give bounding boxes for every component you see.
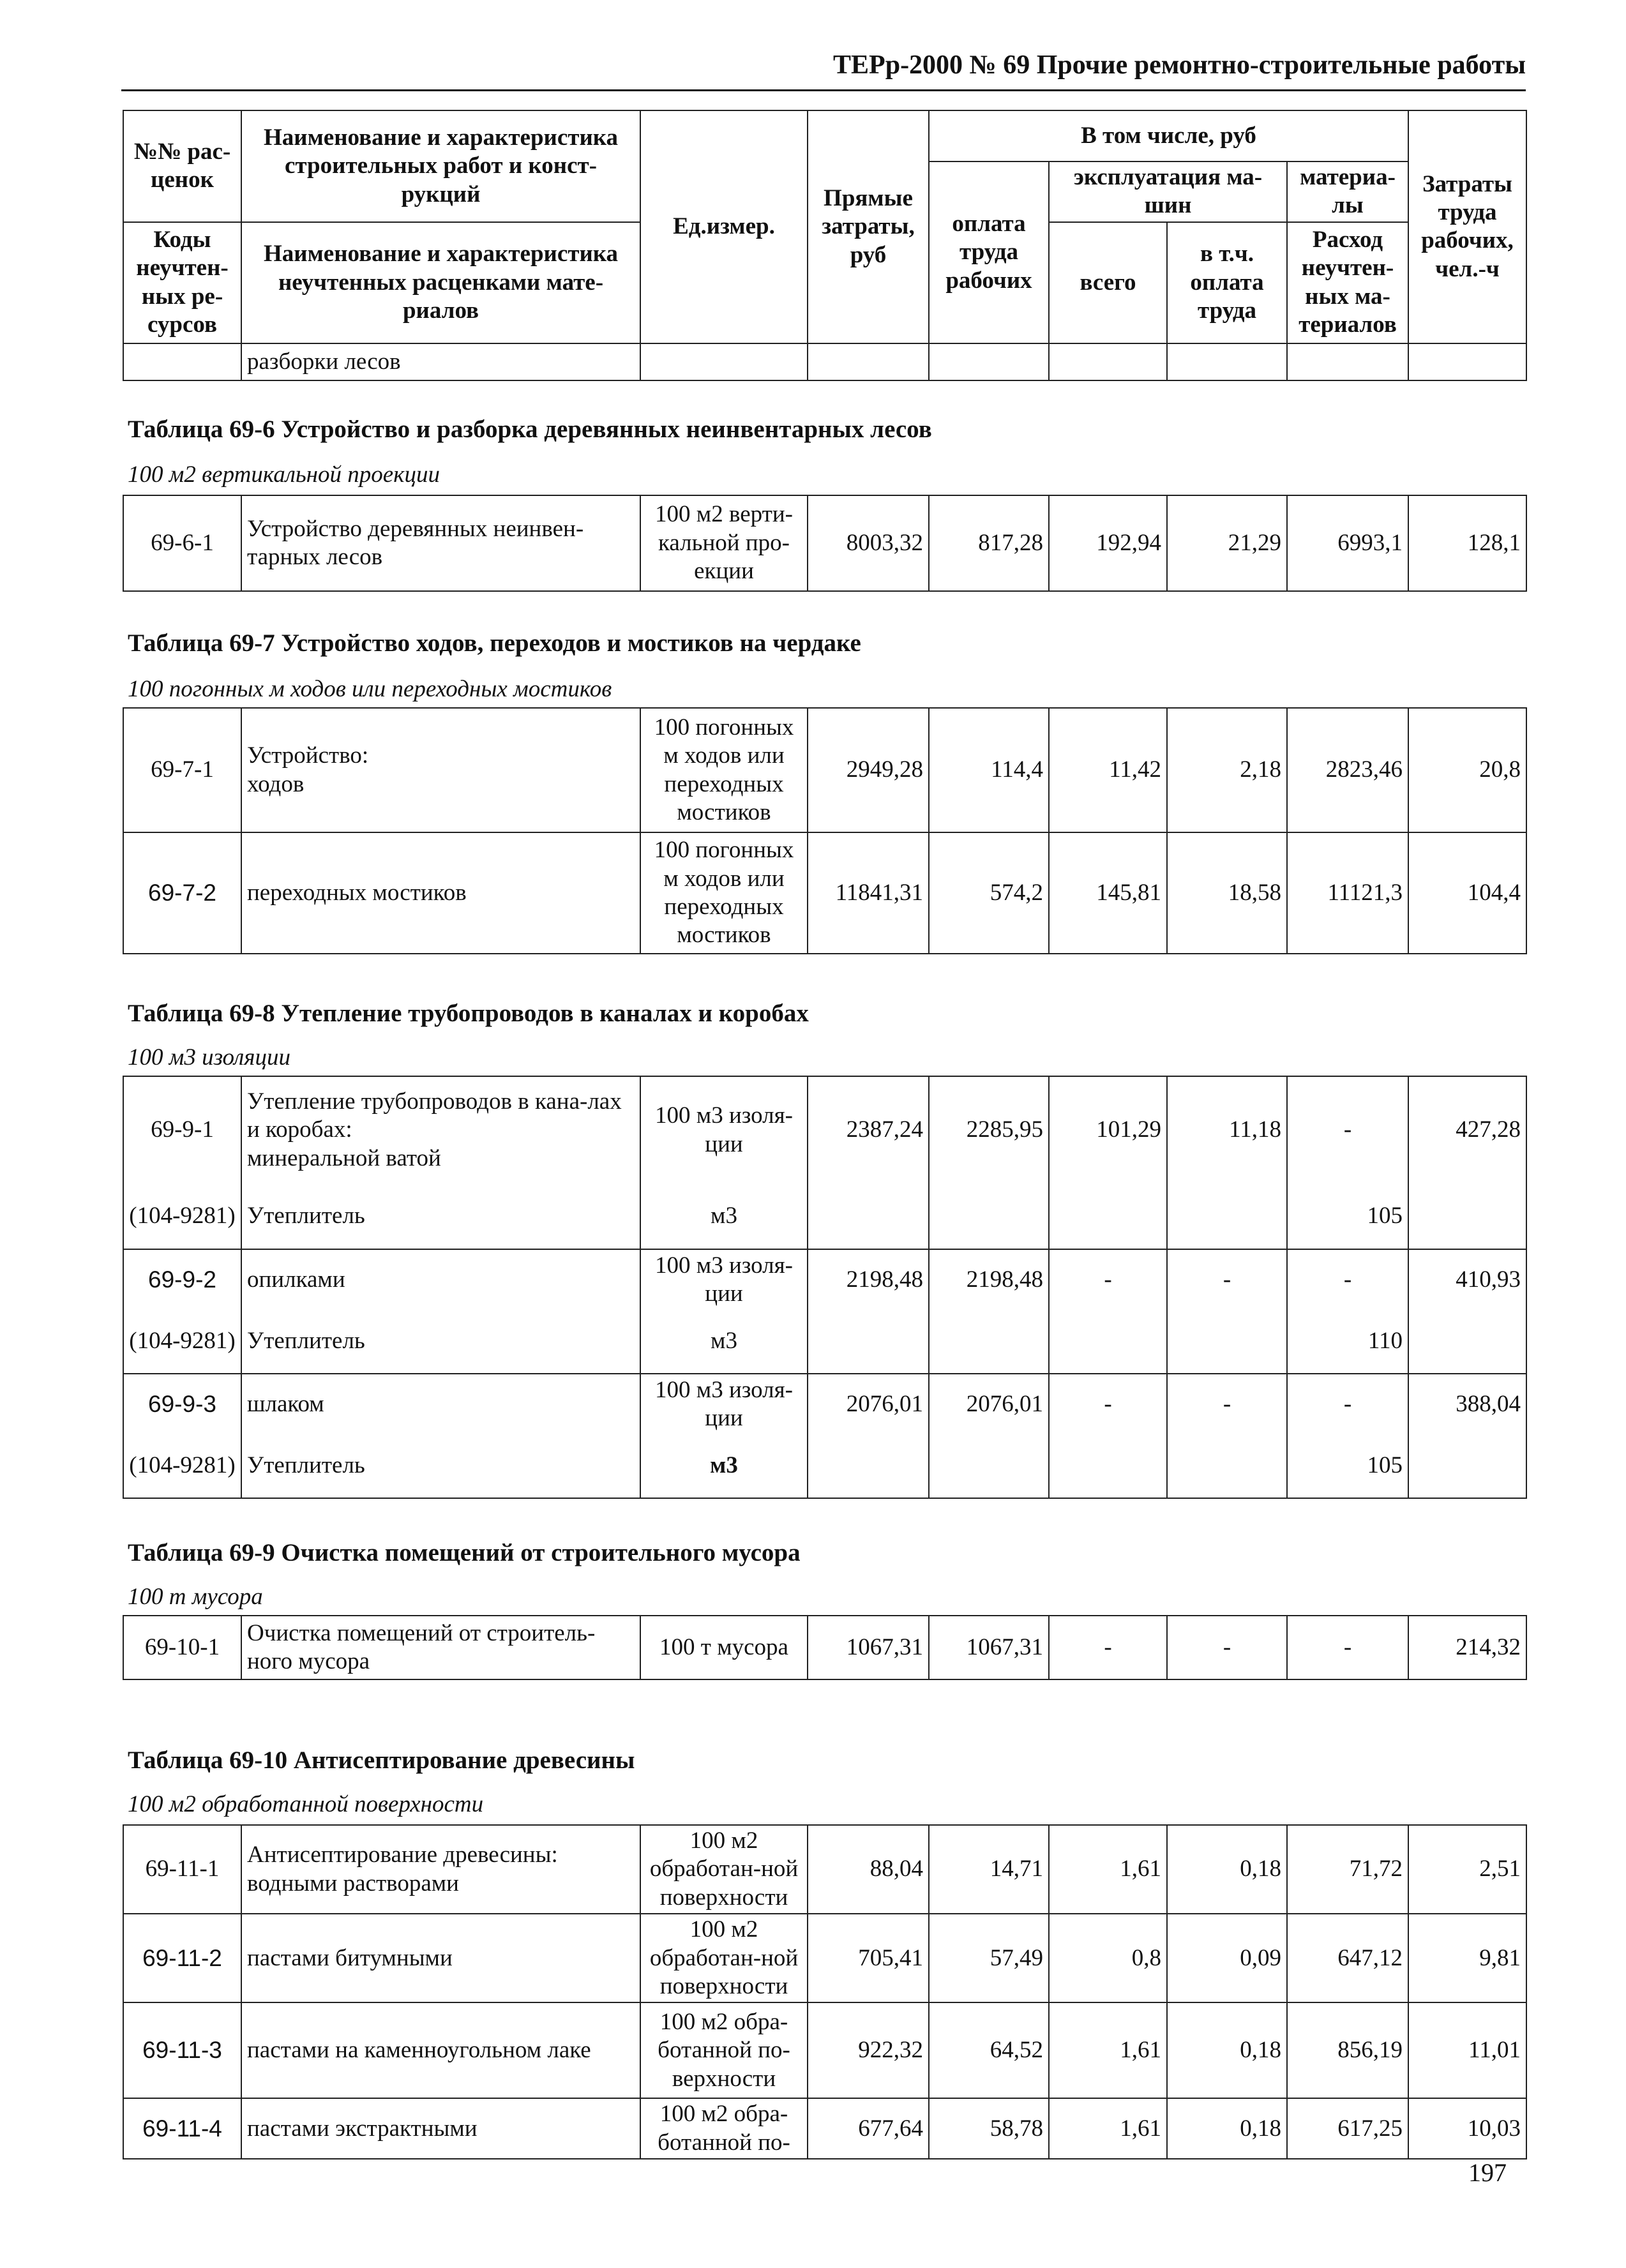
labor-hours: 10,03 <box>1408 2098 1526 2159</box>
direct-cost: 2949,28 <box>808 708 929 832</box>
table-row <box>123 1076 1526 1183</box>
labor-hours: 104,4 <box>1408 832 1526 954</box>
col-machine-header: эксплуатация ма-шин <box>1049 161 1287 222</box>
work-name <box>241 708 640 832</box>
labor-cost: 14,71 <box>929 1825 1049 1914</box>
machine-labor-cost: 0,18 <box>1167 2098 1287 2159</box>
work-name-line1: Утепление трубопроводов в кана-лах и коробах: <box>247 1088 622 1143</box>
resource-unit: м3 <box>640 1310 808 1374</box>
table-69-9-unit: 100 т мусора <box>128 1584 263 1610</box>
table-69-6 <box>123 495 1527 592</box>
work-name-line2: водными растворами <box>247 1870 459 1896</box>
table-row <box>123 1825 1526 1914</box>
table-69-10-caption: Таблица 69-10 Антисептирование древесины <box>128 1746 635 1774</box>
table-69-10-unit: 100 м2 обработанной поверхности <box>128 1791 484 1817</box>
unit-cell: 100 погонных м ходов или переходных мостиков <box>640 832 808 954</box>
resource-unit: м3 <box>640 1434 808 1498</box>
labor-cost: 64,52 <box>929 2002 1049 2098</box>
work-name-line1: Устройство: <box>247 742 369 769</box>
table-69-7 <box>123 707 1527 954</box>
col-code-header: №№ рас-ценок <box>123 110 241 222</box>
col-materials-header: материа-лы <box>1287 161 1408 222</box>
machine-labor-cost: - <box>1167 1616 1287 1679</box>
work-name: шлаком <box>241 1374 640 1434</box>
rate-code: 69-11-2 <box>123 1914 241 2002</box>
machine-cost: 11,42 <box>1049 708 1167 832</box>
machine-labor-cost: 2,18 <box>1167 708 1287 832</box>
rate-code: 69-11-1 <box>123 1825 241 1914</box>
labor-cost: 2198,48 <box>929 1249 1049 1310</box>
direct-cost: 1067,31 <box>808 1616 929 1679</box>
machine-labor-cost: 18,58 <box>1167 832 1287 954</box>
labor-hours: 9,81 <box>1408 1914 1526 2002</box>
col-hours-header: Затраты труда рабочих, чел.-ч <box>1408 110 1526 343</box>
machine-labor-cost: - <box>1167 1374 1287 1434</box>
unit-cell: 100 м2 обра-ботанной по-верхности <box>640 2002 808 2098</box>
machine-labor-cost: 0,09 <box>1167 1914 1287 2002</box>
labor-cost: 58,78 <box>929 2098 1049 2159</box>
resource-name: Утеплитель <box>241 1434 640 1498</box>
col-including-header: В том числе, руб <box>929 110 1408 161</box>
materials-cost: - <box>1287 1374 1408 1434</box>
materials-cost: 647,12 <box>1287 1914 1408 2002</box>
labor-cost: 574,2 <box>929 832 1049 954</box>
work-name: переходных мостиков <box>241 832 640 954</box>
table-69-8-unit: 100 м3 изоляции <box>128 1044 290 1070</box>
rate-code: 69-7-2 <box>123 832 241 954</box>
machine-cost: - <box>1049 1249 1167 1310</box>
table-row <box>123 2098 1526 2159</box>
table-69-8 <box>123 1076 1527 1499</box>
direct-cost: 2076,01 <box>808 1374 929 1434</box>
unit-cell: 100 м3 изоля-ции <box>640 1249 808 1310</box>
table-69-9 <box>123 1615 1527 1680</box>
direct-cost: 88,04 <box>808 1825 929 1914</box>
labor-hours: 20,8 <box>1408 708 1526 832</box>
table-row <box>123 832 1526 954</box>
labor-cost: 2285,95 <box>929 1076 1049 1183</box>
direct-cost: 705,41 <box>808 1914 929 2002</box>
table-row <box>123 708 1526 832</box>
table-69-9-caption: Таблица 69-9 Очистка помещений от строительного мусора <box>128 1539 801 1566</box>
materials-cost: 2823,46 <box>1287 708 1408 832</box>
unit-cell: 100 м3 изоля-ции <box>640 1076 808 1183</box>
rate-code: 69-9-1 <box>123 1076 241 1183</box>
machine-cost: 1,61 <box>1049 1825 1167 1914</box>
col-machine-labor-header: в т.ч. оплата труда <box>1167 222 1287 343</box>
machine-cost: - <box>1049 1374 1167 1434</box>
labor-hours: 214,32 <box>1408 1616 1526 1679</box>
work-name: пастами на каменноугольном лаке <box>241 2002 640 2098</box>
resource-usage: 105 <box>1287 1183 1408 1249</box>
rate-code: 69-6-1 <box>123 495 241 591</box>
table-row <box>123 1249 1526 1310</box>
resource-name: Утеплитель <box>241 1183 640 1249</box>
col-machine-total-header: всего <box>1049 222 1167 343</box>
resource-row <box>123 1183 1526 1249</box>
col-name-header: Наименование и характеристика строительных работ и конст-рукций <box>241 110 640 222</box>
rate-code: 69-10-1 <box>123 1616 241 1679</box>
machine-cost: 0,8 <box>1049 1914 1167 2002</box>
materials-cost: - <box>1287 1616 1408 1679</box>
unit-cell: 100 м3 изоля-ции <box>640 1374 808 1434</box>
col-labor-header: оплата труда рабочих <box>929 161 1049 343</box>
col-resusage-header: Расход неучтен-ных ма-териалов <box>1287 222 1408 343</box>
direct-cost: 8003,32 <box>808 495 929 591</box>
labor-cost: 2076,01 <box>929 1374 1049 1434</box>
direct-cost: 11841,31 <box>808 832 929 954</box>
table-69-6-caption: Таблица 69-6 Устройство и разборка деревянных неинвентарных лесов <box>128 416 932 443</box>
work-name-line1: Антисептирование древесины: <box>247 1842 558 1868</box>
table-69-10 <box>123 1824 1527 2159</box>
table-69-6-unit: 100 м2 вертикальной проекции <box>128 462 440 488</box>
materials-cost: 11121,3 <box>1287 832 1408 954</box>
rate-code: 69-9-3 <box>123 1374 241 1434</box>
direct-cost: 2198,48 <box>808 1249 929 1310</box>
machine-labor-cost: 0,18 <box>1167 2002 1287 2098</box>
col-unit-header: Ед.измер. <box>640 110 808 343</box>
rate-code: 69-7-1 <box>123 708 241 832</box>
col-resname-header: Наименование и характеристика неучтенных расценками мате-риалов <box>241 222 640 343</box>
resource-row <box>123 1434 1526 1498</box>
table-69-8-caption: Таблица 69-8 Утепление трубопроводов в каналах и коробах <box>128 1000 809 1027</box>
work-name-line2: минеральной ватой <box>247 1145 441 1171</box>
page-number: 197 <box>1468 2158 1507 2187</box>
labor-cost: 57,49 <box>929 1914 1049 2002</box>
labor-hours: 128,1 <box>1408 495 1526 591</box>
unit-cell: 100 м2 обра-ботанной по- <box>640 2098 808 2159</box>
unit-cell: 100 м2 верти-кальной про-екции <box>640 495 808 591</box>
labor-cost: 817,28 <box>929 495 1049 591</box>
labor-hours: 410,93 <box>1408 1249 1526 1310</box>
materials-cost: - <box>1287 1076 1408 1183</box>
table-row <box>123 495 1526 591</box>
work-name: пастами экстрактными <box>241 2098 640 2159</box>
col-rescode-header: Коды неучтен-ных ре-сурсов <box>123 222 241 343</box>
machine-cost: 145,81 <box>1049 832 1167 954</box>
labor-cost: 114,4 <box>929 708 1049 832</box>
continued-row-name: разборки лесов <box>241 343 640 380</box>
resource-usage: 105 <box>1287 1434 1408 1498</box>
column-header-table <box>123 110 1527 381</box>
materials-cost: - <box>1287 1249 1408 1310</box>
work-name-line2: ходов <box>247 770 305 797</box>
materials-cost: 617,25 <box>1287 2098 1408 2159</box>
unit-cell: 100 м2 обработан-ной поверхности <box>640 1825 808 1914</box>
col-direct-header: Прямые затраты, руб <box>808 110 929 343</box>
resource-usage: 110 <box>1287 1310 1408 1374</box>
work-name <box>241 1825 640 1914</box>
materials-cost: 6993,1 <box>1287 495 1408 591</box>
machine-labor-cost: 0,18 <box>1167 1825 1287 1914</box>
resource-code: (104-9281) <box>123 1183 241 1249</box>
work-name: Устройство деревянных неинвен-тарных лесов <box>241 495 640 591</box>
resource-code: (104-9281) <box>123 1310 241 1374</box>
unit-cell: 100 погонных м ходов или переходных мостиков <box>640 708 808 832</box>
materials-cost: 71,72 <box>1287 1825 1408 1914</box>
labor-cost: 1067,31 <box>929 1616 1049 1679</box>
machine-labor-cost: 11,18 <box>1167 1076 1287 1183</box>
rate-code: 69-11-4 <box>123 2098 241 2159</box>
unit-cell: 100 т мусора <box>640 1616 808 1679</box>
direct-cost: 677,64 <box>808 2098 929 2159</box>
direct-cost: 922,32 <box>808 2002 929 2098</box>
labor-hours: 2,51 <box>1408 1825 1526 1914</box>
resource-unit: м3 <box>640 1183 808 1249</box>
materials-cost: 856,19 <box>1287 2002 1408 2098</box>
work-name: пастами битумными <box>241 1914 640 2002</box>
resource-name: Утеплитель <box>241 1310 640 1374</box>
machine-cost: 192,94 <box>1049 495 1167 591</box>
unit-cell: 100 м2 обработан-ной поверхности <box>640 1914 808 2002</box>
labor-hours: 11,01 <box>1408 2002 1526 2098</box>
machine-cost: 1,61 <box>1049 2098 1167 2159</box>
rate-code: 69-11-3 <box>123 2002 241 2098</box>
table-69-7-unit: 100 погонных м ходов или переходных мостиков <box>128 676 612 702</box>
machine-cost: 1,61 <box>1049 2002 1167 2098</box>
table-row <box>123 1374 1526 1434</box>
page-header-title: ТЕРр-2000 № 69 Прочие ремонтно-строительные работы <box>833 50 1526 80</box>
machine-labor-cost: - <box>1167 1249 1287 1310</box>
labor-hours: 388,04 <box>1408 1374 1526 1434</box>
machine-cost: 101,29 <box>1049 1076 1167 1183</box>
resource-code: (104-9281) <box>123 1434 241 1498</box>
machine-labor-cost: 21,29 <box>1167 495 1287 591</box>
work-name: Очистка помещений от строитель-ного мусора <box>241 1616 640 1679</box>
rate-code: 69-9-2 <box>123 1249 241 1310</box>
machine-cost: - <box>1049 1616 1167 1679</box>
labor-hours: 427,28 <box>1408 1076 1526 1183</box>
table-row <box>123 1914 1526 2002</box>
table-row <box>123 2002 1526 2098</box>
header-rule <box>121 89 1526 91</box>
resource-row <box>123 1310 1526 1374</box>
work-name <box>241 1076 640 1183</box>
table-69-7-caption: Таблица 69-7 Устройство ходов, переходов и мостиков на чердаке <box>128 629 861 657</box>
work-name: опилками <box>241 1249 640 1310</box>
table-row <box>123 1616 1526 1679</box>
direct-cost: 2387,24 <box>808 1076 929 1183</box>
